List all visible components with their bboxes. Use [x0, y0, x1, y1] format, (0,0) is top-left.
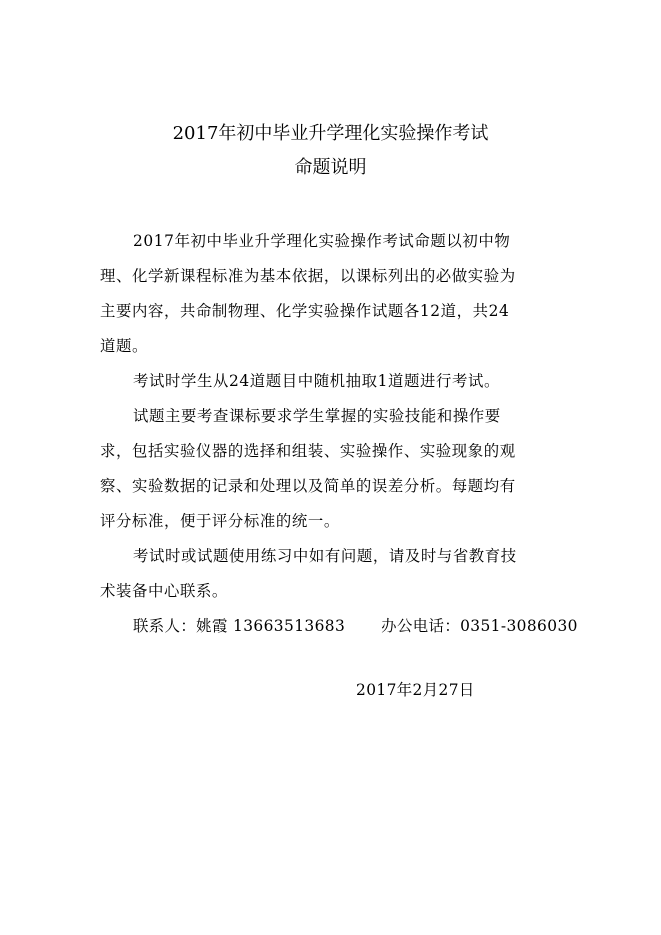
paragraph-line: 术装备中心联系。	[100, 582, 228, 600]
paragraph-line: 评分标准，便于评分标准的统一。	[100, 512, 340, 530]
document-subtitle: 命题说明	[294, 157, 367, 178]
paragraph-contact-note	[100, 539, 565, 609]
paragraph-line: 2017年初中毕业升学理化实验操作考试命题以初中物	[133, 232, 511, 250]
paragraph-line: 考试时或试题使用练习中如有问题，请及时与省教育技	[133, 547, 517, 565]
paragraph-purpose	[100, 224, 565, 364]
office-phone: 办公电话：0351-3086030	[381, 617, 578, 635]
contact-line	[133, 609, 578, 644]
document-title: 2017年初中毕业升学理化实验操作考试	[172, 123, 489, 144]
paragraph-line: 试题主要考查课标要求学生掌握的实验技能和操作要	[133, 407, 501, 425]
paragraph-line: 理、化学新课程标准为基本依据，以课标列出的必做实验为	[100, 267, 516, 285]
paragraph-exam-content	[100, 399, 565, 539]
paragraph-line: 求，包括实验仪器的选择和组装、实验操作、实验现象的观	[100, 442, 516, 460]
paragraph-exam-method	[100, 364, 565, 399]
document-date: 2017年2月27日	[356, 681, 475, 699]
paragraph-line: 察、实验数据的记录和处理以及简单的误差分析。每题均有	[100, 477, 516, 495]
contact-person: 联系人：姚霞 13663513683	[133, 617, 346, 635]
paragraph-line: 考试时学生从24道题目中随机抽取1道题进行考试。	[133, 372, 500, 390]
paragraph-line: 道题。	[100, 337, 148, 355]
paragraph-line: 主要内容，共命制物理、化学实验操作试题各12道，共24	[100, 302, 510, 320]
